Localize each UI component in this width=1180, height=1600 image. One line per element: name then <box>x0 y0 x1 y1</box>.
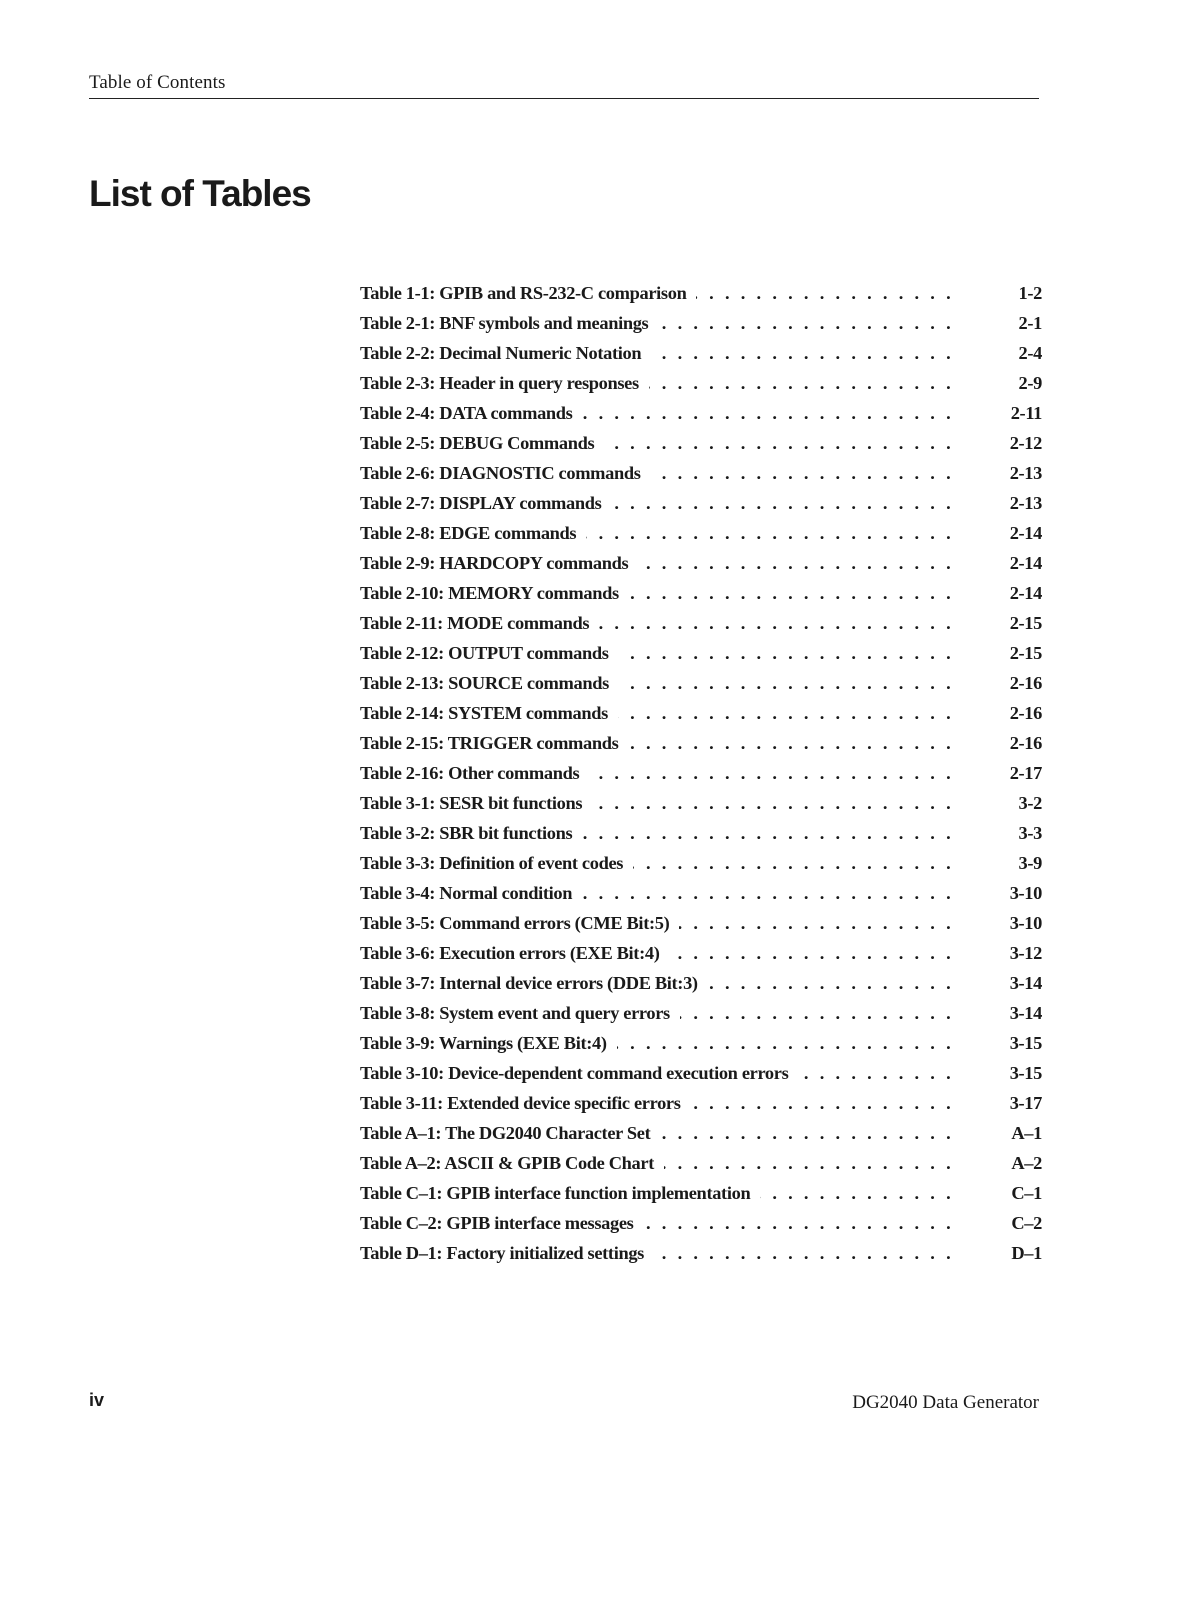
toc-entry[interactable] <box>360 428 1042 458</box>
toc-entry-page: D–1 <box>1011 1243 1042 1263</box>
toc-entry[interactable] <box>360 698 1042 728</box>
page-number: iv <box>89 1390 105 1410</box>
toc-entry-label: Table A–2: ASCII & GPIB Code Chart <box>360 1153 654 1173</box>
toc-entry-label: Table 1-1: GPIB and RS-232-C comparison <box>360 283 687 303</box>
dot-leader <box>654 1238 954 1268</box>
dot-leader <box>586 518 954 548</box>
toc-entry-page: 2-15 <box>1009 613 1042 633</box>
toc-entry-label: Table A–1: The DG2040 Character Set <box>360 1123 651 1143</box>
toc-entry[interactable] <box>360 578 1042 608</box>
toc-entry-page: 1-2 <box>1018 283 1042 303</box>
toc-entry-page: 3-9 <box>1018 853 1042 873</box>
toc-entry-label: Table C–2: GPIB interface messages <box>360 1213 634 1233</box>
toc-entry-label: Table 3-6: Execution errors (EXE Bit:4) <box>360 943 660 963</box>
toc-entry-label: Table 2-13: SOURCE commands <box>360 673 609 693</box>
toc-entry[interactable] <box>360 818 1042 848</box>
dot-leader <box>638 548 954 578</box>
toc-entry-label: Table 3-1: SESR bit functions <box>360 793 583 813</box>
dot-leader <box>643 1208 954 1238</box>
toc-entry-page: 2-12 <box>1009 433 1042 453</box>
dot-leader <box>760 1178 954 1208</box>
toc-entry-label: Table C–1: GPIB interface function implementation <box>360 1183 751 1203</box>
dot-leader <box>651 338 954 368</box>
toc-entry-label: Table 3-5: Command errors (CME Bit:5) <box>360 913 670 933</box>
toc-entry[interactable] <box>360 1208 1042 1238</box>
toc-entry-label: Table 2-11: MODE commands <box>360 613 590 633</box>
dot-leader <box>658 308 954 338</box>
dot-leader <box>660 1118 954 1148</box>
toc-entry[interactable] <box>360 518 1042 548</box>
toc-entry-label: Table 2-9: HARDCOPY commands <box>360 553 629 573</box>
running-header: Table of Contents <box>89 72 226 93</box>
toc-entry[interactable] <box>360 968 1042 998</box>
toc-entry-page: 3-3 <box>1018 823 1042 843</box>
toc-entry-label: Table 2-5: DEBUG Commands <box>360 433 595 453</box>
page-title: List of Tables <box>89 173 311 214</box>
toc-entry[interactable] <box>360 278 1042 308</box>
toc-entry[interactable] <box>360 1028 1042 1058</box>
toc-entry-label: Table 2-16: Other commands <box>360 763 580 783</box>
dot-leader <box>582 818 954 848</box>
toc-entry-page: 2-16 <box>1009 733 1042 753</box>
toc-entry-page: C–1 <box>1011 1183 1042 1203</box>
dot-leader <box>798 1058 954 1088</box>
toc-entry-label: Table D–1: Factory initialized settings <box>360 1243 644 1263</box>
dot-leader <box>669 938 954 968</box>
dot-leader <box>651 458 954 488</box>
dot-leader <box>618 698 954 728</box>
dot-leader <box>680 998 954 1028</box>
toc-entry-label: Table 2-15: TRIGGER commands <box>360 733 619 753</box>
toc-entry-page: 3-12 <box>1009 943 1042 963</box>
dot-leader <box>633 848 954 878</box>
toc-entry-page: 3-15 <box>1009 1033 1042 1053</box>
dot-leader <box>628 728 954 758</box>
toc-entry-label: Table 3-4: Normal condition <box>360 883 573 903</box>
toc-entry-page: 3-10 <box>1009 913 1042 933</box>
dot-leader <box>691 1088 954 1118</box>
toc-entry-page: 2-14 <box>1009 523 1042 543</box>
toc-entry[interactable] <box>360 1238 1042 1268</box>
toc-entry-label: Table 3-3: Definition of event codes <box>360 853 624 873</box>
toc-entry-label: Table 3-11: Extended device specific errors <box>360 1093 681 1113</box>
toc-entry-page: 3-10 <box>1009 883 1042 903</box>
dot-leader <box>619 668 954 698</box>
toc-entry[interactable] <box>360 878 1042 908</box>
toc-entry-page: 3-15 <box>1009 1063 1042 1083</box>
dot-leader <box>589 758 954 788</box>
toc-entry[interactable] <box>360 1118 1042 1148</box>
toc-entry-label: Table 2-3: Header in query responses <box>360 373 639 393</box>
dot-leader <box>696 278 954 308</box>
toc-entry-page: 2-4 <box>1018 343 1042 363</box>
toc-entry[interactable] <box>360 998 1042 1028</box>
toc-entry[interactable] <box>360 488 1042 518</box>
toc-entry[interactable] <box>360 1148 1042 1178</box>
toc-entry[interactable] <box>360 368 1042 398</box>
toc-entry-page: C–2 <box>1011 1213 1042 1233</box>
toc-entry[interactable] <box>360 728 1042 758</box>
toc-entry[interactable] <box>360 608 1042 638</box>
toc-entry-page: 2-15 <box>1009 643 1042 663</box>
toc-entry-page: 2-13 <box>1009 463 1042 483</box>
toc-entry-page: 3-2 <box>1018 793 1042 813</box>
toc-entry[interactable] <box>360 668 1042 698</box>
dot-leader <box>611 488 954 518</box>
toc-entry-label: Table 2-12: OUTPUT commands <box>360 643 609 663</box>
toc-entry[interactable] <box>360 1178 1042 1208</box>
toc-entry[interactable] <box>360 758 1042 788</box>
toc-entry[interactable] <box>360 848 1042 878</box>
toc-entry-page: 2-13 <box>1009 493 1042 513</box>
dot-leader <box>664 1148 954 1178</box>
toc-entry-page: 3-17 <box>1009 1093 1042 1113</box>
dot-leader <box>679 908 954 938</box>
toc-entry-label: Table 3-9: Warnings (EXE Bit:4) <box>360 1033 607 1053</box>
toc-entry[interactable] <box>360 458 1042 488</box>
toc-entry[interactable] <box>360 938 1042 968</box>
toc-entry-label: Table 3-10: Device-dependent command execution errors <box>360 1063 789 1083</box>
toc-entry[interactable] <box>360 1088 1042 1118</box>
toc-entry-label: Table 2-6: DIAGNOSTIC commands <box>360 463 641 483</box>
toc-entry-page: 2-9 <box>1018 373 1042 393</box>
toc-entry[interactable] <box>360 398 1042 428</box>
toc-entry-page: 2-16 <box>1009 703 1042 723</box>
dot-leader <box>649 368 954 398</box>
dot-leader <box>708 968 954 998</box>
toc-entry-label: Table 3-2: SBR bit functions <box>360 823 573 843</box>
toc-entry[interactable] <box>360 338 1042 368</box>
toc-entry[interactable] <box>360 548 1042 578</box>
dot-leader <box>619 638 954 668</box>
dot-leader <box>617 1028 954 1058</box>
toc-entry-page: 2-11 <box>1010 403 1042 423</box>
toc-entry-page: 3-14 <box>1009 973 1042 993</box>
toc-entry-page: 3-14 <box>1009 1003 1042 1023</box>
header-rule <box>89 98 1039 99</box>
toc-entry-page: A–1 <box>1011 1123 1042 1143</box>
toc-entry-page: A–2 <box>1011 1153 1042 1173</box>
toc-entry-page: 2-14 <box>1009 583 1042 603</box>
dot-leader <box>629 578 954 608</box>
dot-leader <box>604 428 954 458</box>
dot-leader <box>599 608 954 638</box>
toc-entry-label: Table 2-8: EDGE commands <box>360 523 577 543</box>
toc-entry-label: Table 2-10: MEMORY commands <box>360 583 619 603</box>
toc-entry-label: Table 2-4: DATA commands <box>360 403 573 423</box>
toc-entry-label: Table 2-14: SYSTEM commands <box>360 703 608 723</box>
toc-entry-page: 2-17 <box>1009 763 1042 783</box>
toc-entry-label: Table 2-2: Decimal Numeric Notation <box>360 343 642 363</box>
toc-entry[interactable] <box>360 788 1042 818</box>
toc-entry[interactable] <box>360 1058 1042 1088</box>
dot-leader <box>592 788 954 818</box>
running-footer: DG2040 Data Generator <box>852 1392 1039 1413</box>
toc-entry-label: Table 3-8: System event and query errors <box>360 1003 670 1023</box>
toc-entry-page: 2-14 <box>1009 553 1042 573</box>
toc-entry[interactable] <box>360 908 1042 938</box>
list-of-tables <box>360 278 1042 1268</box>
toc-entry-label: Table 3-7: Internal device errors (DDE Bit:3) <box>360 973 698 993</box>
toc-entry-label: Table 2-1: BNF symbols and meanings <box>360 313 649 333</box>
toc-entry[interactable] <box>360 638 1042 668</box>
dot-leader <box>582 878 954 908</box>
toc-entry-page: 2-16 <box>1009 673 1042 693</box>
dot-leader <box>582 398 954 428</box>
toc-entry-label: Table 2-7: DISPLAY commands <box>360 493 602 513</box>
toc-entry-page: 2-1 <box>1018 313 1042 333</box>
toc-entry[interactable] <box>360 308 1042 338</box>
